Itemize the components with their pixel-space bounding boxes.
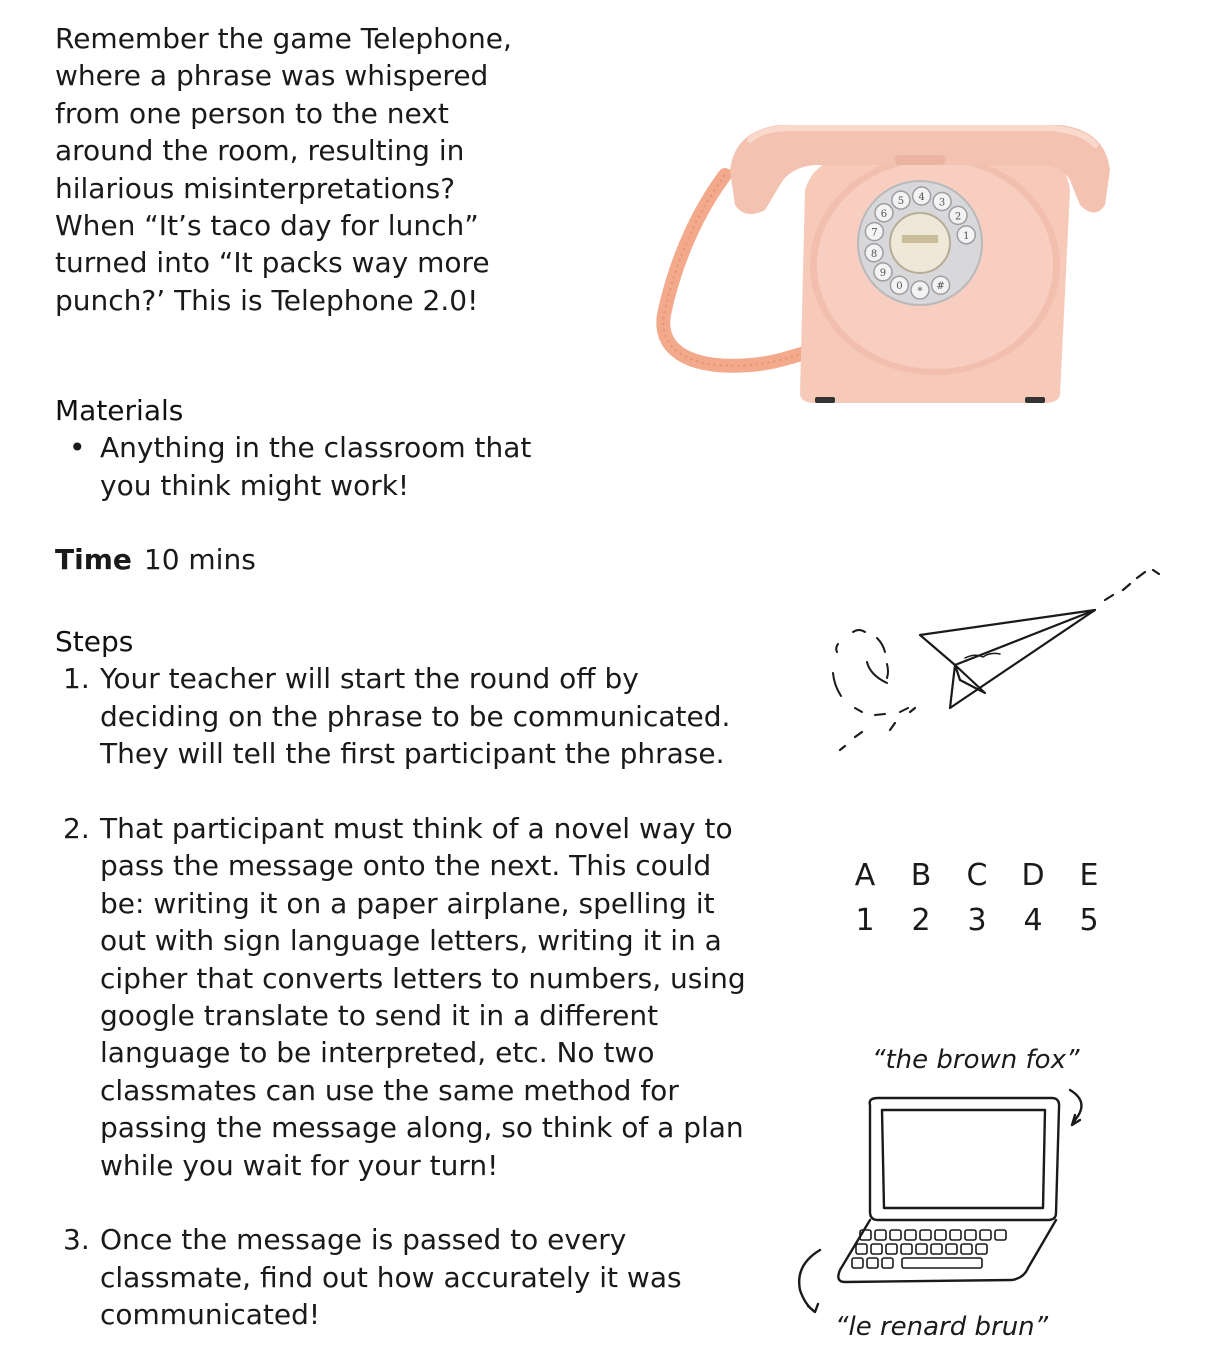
- telephone-image: [640, 95, 1140, 415]
- laptop-keyboard: [852, 1230, 1006, 1268]
- step-text: That participant must think of a novel way to pass the message onto the next. This could be: writing it on a paper airplane, spelling it out with sign language letters, writing it in a cipher that converts letters to numbers, using google translate to send it in a different language to be interpreted, etc. No two classmates can use the same method for passing the message along, so think of a plan while you wait for your turn!: [100, 812, 746, 1182]
- dial-digit: 7: [871, 227, 878, 239]
- keyboard-key: [961, 1244, 972, 1254]
- dial-digit: *: [917, 286, 923, 297]
- materials-item: • Anything in the classroom that you think might work!: [55, 429, 575, 504]
- dial-digit: 4: [918, 192, 925, 204]
- dial-digit: #: [936, 281, 945, 293]
- cipher-letter: E: [1079, 858, 1099, 893]
- keyboard-key: [995, 1230, 1006, 1240]
- keyboard-key: [916, 1244, 927, 1254]
- keyboard-key: [946, 1244, 957, 1254]
- cipher-number: 5: [1079, 903, 1099, 938]
- cipher-letter: B: [910, 858, 932, 893]
- steps-list: [55, 660, 755, 1333]
- keyboard-key: [980, 1230, 991, 1240]
- cipher-grid: [855, 858, 1099, 938]
- cipher-number: 4: [1023, 903, 1043, 938]
- keyboard-key: [886, 1244, 897, 1254]
- step-item: [55, 660, 755, 772]
- laptop-translation-sketch: [780, 1030, 1130, 1352]
- step-number: 1.: [63, 662, 90, 696]
- keyboard-key: [976, 1244, 987, 1254]
- phone-cord: [663, 175, 805, 366]
- materials-section: [55, 392, 575, 504]
- time-section: [55, 541, 575, 578]
- dial-digit: 1: [963, 230, 970, 242]
- dial-digit: 5: [897, 196, 905, 208]
- dial-digit: 2: [954, 211, 962, 223]
- step-number: 2.: [63, 812, 90, 846]
- step-text: Once the message is passed to every classmate, find out how accurately it was communicated!: [100, 1223, 682, 1332]
- dial-digit: 0: [896, 281, 903, 293]
- keyboard-key: [890, 1230, 901, 1240]
- laptop-quote-top: “the brown fox”: [872, 1045, 1080, 1075]
- keyboard-key: [875, 1230, 886, 1240]
- materials-list: [55, 429, 575, 504]
- time-value: 10 mins: [143, 543, 256, 576]
- paper-airplane-sketch: [815, 560, 1165, 810]
- laptop-quote-bottom: “le renard brun”: [835, 1312, 1049, 1342]
- cipher-letter: C: [966, 858, 988, 893]
- cipher-number: 3: [967, 903, 987, 938]
- cipher-letter: A: [854, 858, 876, 893]
- keyboard-key: [867, 1258, 878, 1268]
- keyboard-key: [856, 1244, 867, 1254]
- step-text: Your teacher will start the round off by deciding on the phrase to be communicated. They will tell the first participant the phrase.: [100, 662, 731, 771]
- cipher-number: 1: [855, 903, 875, 938]
- keyboard-key: [901, 1244, 912, 1254]
- keyboard-key: [965, 1230, 976, 1240]
- keyboard-key: [920, 1230, 931, 1240]
- keyboard-key: [852, 1258, 863, 1268]
- step-number: 3.: [63, 1223, 90, 1257]
- dial-digit: 9: [879, 267, 887, 279]
- dial-digit: 3: [938, 197, 946, 209]
- keyboard-key: [950, 1230, 961, 1240]
- time-label: Time: [55, 543, 132, 576]
- cipher-letter: D: [1021, 858, 1045, 893]
- step-item: [55, 1221, 755, 1333]
- keyboard-key: [935, 1230, 946, 1240]
- keyboard-spacebar: [902, 1258, 982, 1268]
- keyboard-key: [905, 1230, 916, 1240]
- keyboard-key: [882, 1258, 893, 1268]
- dial-digit: 6: [880, 208, 888, 220]
- cipher-number: 2: [911, 903, 931, 938]
- intro-paragraph: Remember the game Telephone, where a phrase was whispered from one person to the next around the room, resulting in hilarious misinterpretations? When “It’s taco day for lunch” turned into “It packs way more punch?’ This is Telephone 2.0!: [55, 22, 512, 317]
- materials-heading: Materials: [55, 394, 184, 427]
- steps-section: [55, 623, 755, 1334]
- cipher-sketch: [840, 845, 1120, 945]
- step-item: [55, 810, 755, 1184]
- keyboard-key: [871, 1244, 882, 1254]
- dial-digit: 8: [870, 248, 878, 260]
- steps-heading: Steps: [55, 625, 134, 658]
- keyboard-key: [931, 1244, 942, 1254]
